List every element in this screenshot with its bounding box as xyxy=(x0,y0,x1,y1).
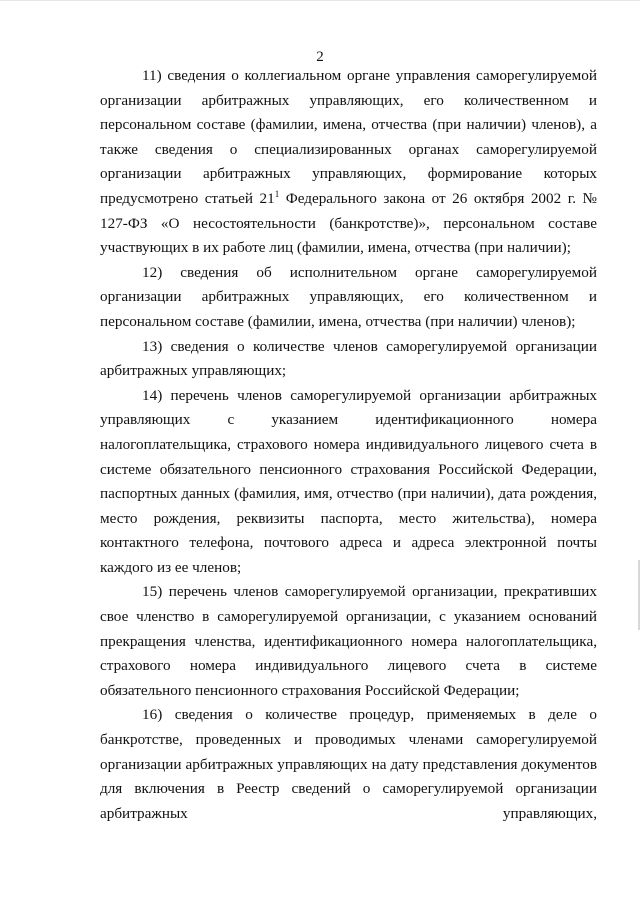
paragraph-16: 16) сведения о количестве процедур, применяемых в деле о банкротстве, проведенных и проводимых членами саморегулируемой организации арбитражных управляющих на дату представления документов для включения в Реестр сведений о саморегулируемой организации арбитражных управляющих, xyxy=(100,706,597,822)
paragraph-12: 12) сведения об исполнительном органе саморегулируемой организации арбитражных управляющих, его количественном и персональном составе (фамилии, имена, отчества (при наличии) членов); xyxy=(100,263,597,330)
paragraph-11 xyxy=(100,64,597,261)
scan-edge-top xyxy=(0,0,640,1)
superscript-marker: 1 xyxy=(274,188,280,199)
page-number: 2 xyxy=(316,49,324,65)
paragraph-11-text-after: Федерального закона от 26 октября 2002 г. № 127-ФЗ «О несостоятельности (банкротстве)», персональном составе участвующих в их работе лиц (фамилии, имена, отчества (при наличии); xyxy=(100,189,597,257)
document-body xyxy=(100,64,597,826)
paragraph-14: 14) перечень членов саморегулируемой организации арбитражных управляющих с указанием идентификационного номера налогоплательщика, страхового номера индивидуального лицевого счета в системе обязательного пенсионного страхования Российской Федерации, паспортных данных (фамилия, имя, отчество (при наличии), дата рождения, место рождения, реквизиты паспорта, место жительства), номера контактного телефона, почтового адреса и адреса электронной почты каждого из ее членов; xyxy=(100,386,597,576)
paragraph-11-text-before: 11) сведения о коллегиальном органе управления саморегулируемой организации арбитражных управляющих, его количественном и персональном составе (фамилии, имена, отчества (при наличии) членов), а также сведения о специализированных органах саморегулируемой организации арбитражных управляющих, формирование которых предусмотрено статьей 21 xyxy=(100,67,597,207)
paragraph-13: 13) сведения о количестве членов саморегулируемой организации арбитражных управляющих; xyxy=(100,337,597,380)
paragraph-15: 15) перечень членов саморегулируемой организации, прекративших свое членство в саморегулируемой организации, с указанием оснований прекращения членства, идентификационного номера налогоплательщика, страхового номера индивидуального лицевого счета в системе обязательного пенсионного страхования Российской Федерации; xyxy=(100,583,597,699)
